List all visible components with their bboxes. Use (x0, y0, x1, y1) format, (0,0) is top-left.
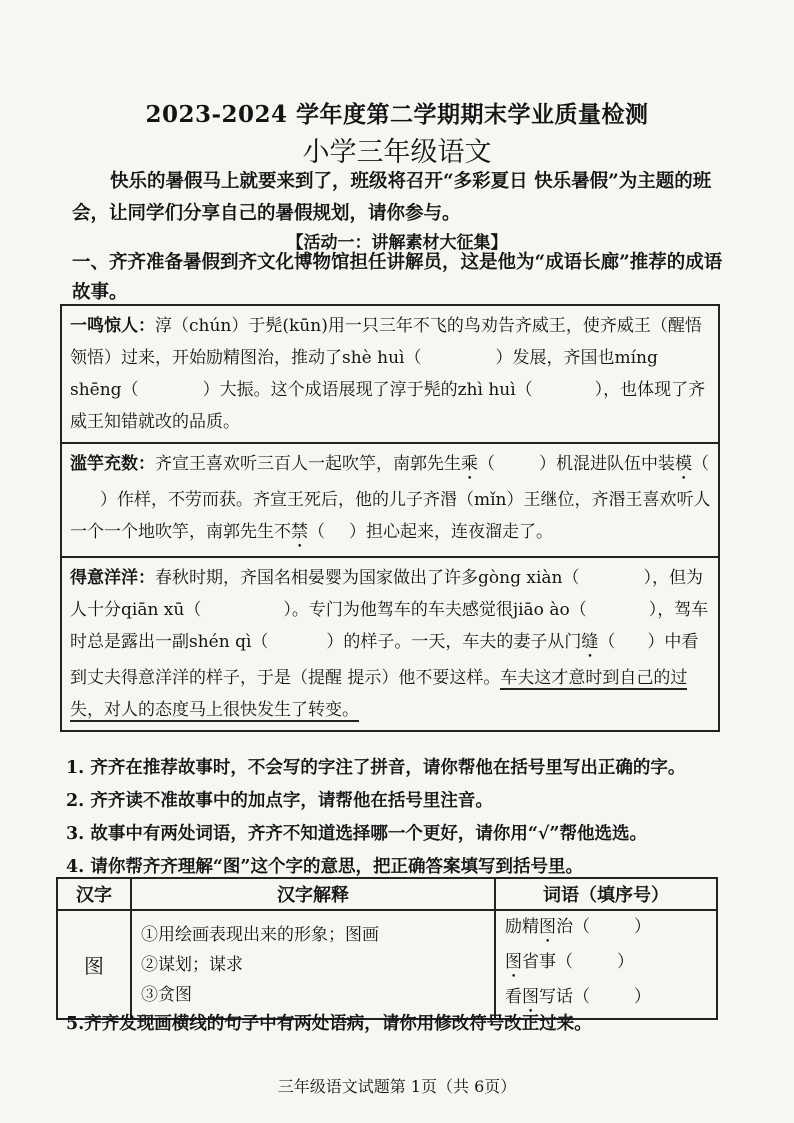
task-item: 3. 故事中有两处词语，齐齐不知道选择哪一个更好，请你用“√”帮他选选。 (66, 824, 647, 844)
definition-item: ①用绘画表现出来的形象；图画 (141, 924, 379, 945)
story-title: 滥竽充数： (70, 454, 155, 474)
dotted-char: 模 (675, 454, 692, 474)
story-yiming-jingren: 一鸣惊人：淳（chún）于髡(kūn)用一只三年不飞的鸟劝告齐威王，使齐威王（醒悟 领悟）过来，开始励精图治，推动了shè huì（ ）发展，齐国也míng shēng（ ）大振。这个成语展现了淳于髡的zhì huì（ ），也体现了齐威王知错就改的品质。 (62, 306, 718, 444)
table-char: 图 (57, 910, 131, 1019)
task-item: 4. 请你帮齐齐理解“图”这个字的意思，把正确答案填写到括号里。 (66, 857, 583, 877)
word-item: 励精图治（ ） (505, 917, 651, 937)
word-item: 看图写话（ ） (505, 987, 651, 1007)
task-list (66, 752, 736, 884)
activity-heading: 【活动一：讲解素材大征集】 (286, 233, 508, 253)
exam-subtitle: 小学三年级语文 (302, 137, 492, 168)
underlined-sentence: 车夫这才意时到自己的过失，对人的态度马上很快发生了转变。 (70, 668, 688, 720)
task-item: 2. 齐齐读不准故事中的加点字，请帮他在括号里注音。 (66, 791, 493, 811)
definition-item: ③贪图 (141, 984, 192, 1005)
dotted-char: 乘 (461, 454, 478, 474)
story-deyi-yangyang: 得意洋洋：春秋时期，齐国名相晏婴为国家做出了许多gòng xiàn（ ），但为人十分qiān xū（ ）。专门为他驾车的车夫感觉很jiāo ào（ ），驾车时总是露出一副shén qì（ ）的样子。一天，车夫的妻子从门缝（ ）中看到丈夫得意洋洋的样子，于是（提醒 提示）他不要这样。车夫这才意时到自己的过失，对人的态度马上很快发生了转变。 (70, 568, 709, 720)
dotted-char: 缝 (581, 632, 599, 652)
story-title: 得意洋洋： (70, 568, 155, 588)
story-box (60, 304, 720, 732)
story-title: 一鸣惊人： (70, 316, 155, 336)
question-1: 一、齐齐准备暑假到齐文化博物馆担任讲解员，这是他为“成语长廊”推荐的成语故事。 (72, 252, 723, 303)
dotted-char: 禁 (291, 522, 308, 542)
table-header: 词语（填序号） (495, 878, 717, 910)
question-5: 5.齐齐发现画横线的句子中有两处语病，请你用修改符号改正过来。 (66, 1014, 592, 1034)
page-footer: 三年级语文试题第 1页（共 6页） (277, 1077, 517, 1096)
story-lanyu-chongshu: 滥竽充数：齐宣王喜欢听三百人一起吹竽，南郭先生乘（ ）机混进队伍中装模（）作样，不劳而获。齐宣王死后，他的儿子齐湣（mǐn）王继位，齐湣王喜欢听人一个一个地吹竽，南郭先生不禁（ ）担心起来，连夜溜走了。 (62, 444, 718, 558)
word-item: 图省事（ ） (505, 952, 634, 972)
table-header: 汉字 (57, 878, 131, 910)
character-table (56, 877, 718, 1020)
task-item: 1. 齐齐在推荐故事时，不会写的字注了拼音，请你帮他在括号里写出正确的字。 (66, 758, 686, 778)
intro-paragraph: 快乐的暑假马上就要来到了，班级将召开“多彩夏日 快乐暑假”为主题的班会，让同学们分享自己的暑假规划，请你参与。 (72, 171, 712, 224)
definition-item: ②谋划；谋求 (141, 954, 243, 975)
table-header: 汉字解释 (131, 878, 495, 910)
exam-title: 2023-2024 学年度第二学期期末学业质量检测 (145, 101, 649, 128)
table-definitions (131, 910, 495, 1019)
table-words (495, 910, 717, 1019)
